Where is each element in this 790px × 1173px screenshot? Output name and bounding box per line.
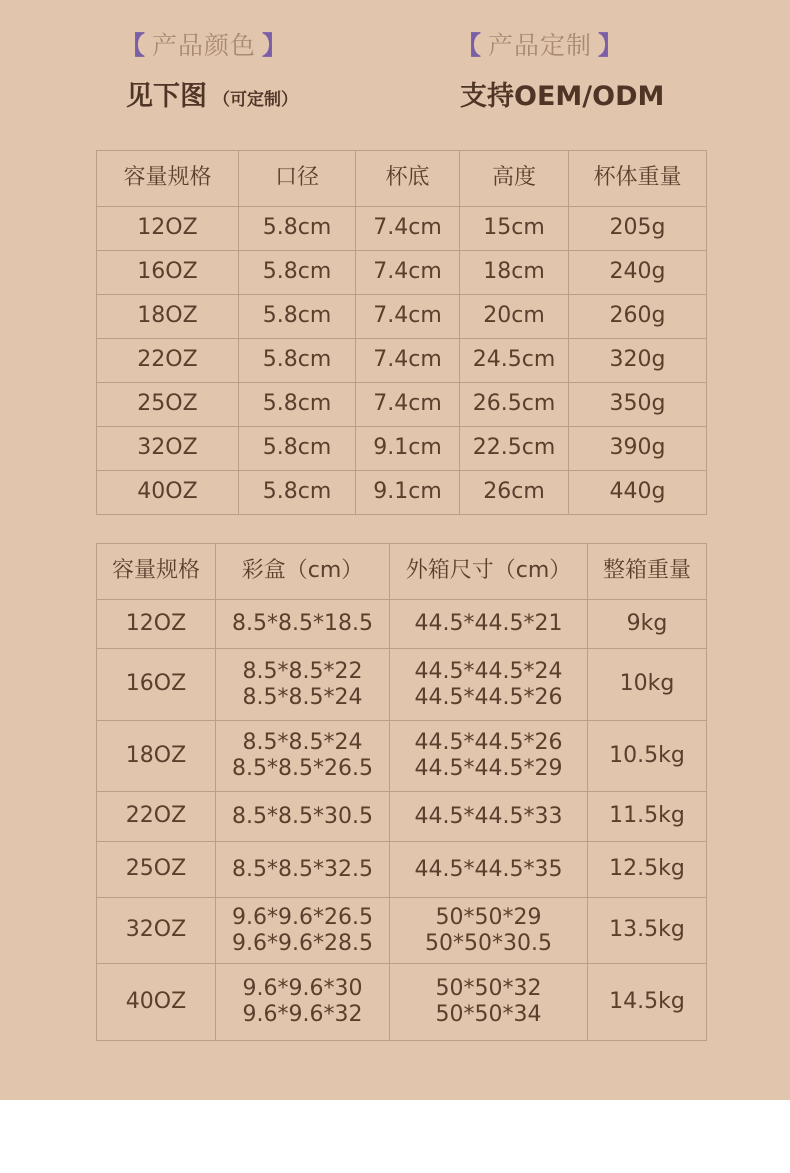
table-cell: 7.4cm: [356, 295, 460, 339]
product-custom-block: [456, 26, 664, 113]
table-row: [97, 600, 707, 649]
box-size-cell: [216, 721, 390, 792]
carton-size-line: 44.5*44.5*33: [414, 803, 563, 829]
table-cell: 5.8cm: [239, 427, 356, 471]
column-header: 外箱尺寸（cm）: [390, 544, 588, 600]
column-header: 口径: [239, 151, 356, 207]
table-cell: 5.8cm: [239, 339, 356, 383]
box-size-line: 9.6*9.6*28.5: [232, 930, 373, 956]
table-cell: 32OZ: [97, 427, 239, 471]
table-cell: 18cm: [460, 251, 569, 295]
product-color-heading: [120, 26, 298, 62]
product-color-label: 产品颜色: [152, 31, 257, 60]
bracket-open: 【: [456, 31, 483, 60]
table-row: [97, 842, 707, 898]
carton-size-cell: [390, 964, 588, 1041]
product-color-text: 见下图: [126, 81, 207, 112]
table-cell: 5.8cm: [239, 295, 356, 339]
table-row: [97, 251, 707, 295]
table-cell: 18OZ: [97, 295, 239, 339]
size-cell: 18OZ: [97, 721, 216, 792]
table-cell: 9.1cm: [356, 471, 460, 515]
bracket-close: 】: [262, 31, 289, 60]
table-cell: 320g: [569, 339, 707, 383]
table-cell: 22.5cm: [460, 427, 569, 471]
column-header: 容量规格: [97, 151, 239, 207]
box-size-line: 8.5*8.5*32.5: [232, 856, 373, 882]
weight-cell: 9kg: [588, 600, 707, 649]
carton-size-cell: [390, 649, 588, 721]
box-size-line: 9.6*9.6*32: [242, 1002, 363, 1027]
table-cell: 350g: [569, 383, 707, 427]
table-cell: 20cm: [460, 295, 569, 339]
table-row: [97, 339, 707, 383]
weight-cell: 13.5kg: [588, 898, 707, 964]
table-row: [97, 383, 707, 427]
table-cell: 260g: [569, 295, 707, 339]
product-custom-label: 产品定制: [488, 31, 593, 60]
box-size-line: 8.5*8.5*18.5: [232, 611, 373, 636]
weight-cell: 14.5kg: [588, 964, 707, 1041]
table-cell: 40OZ: [97, 471, 239, 515]
carton-size-cell: [390, 898, 588, 964]
table-cell: 205g: [569, 207, 707, 251]
product-custom-value: 支持OEM/ODM: [460, 81, 665, 112]
box-size-line: 9.6*9.6*30: [242, 976, 363, 1001]
table-row: [97, 427, 707, 471]
box-size-line: 8.5*8.5*22: [242, 658, 363, 684]
table-row: [97, 721, 707, 792]
size-cell: 25OZ: [97, 842, 216, 898]
table-cell: 5.8cm: [239, 207, 356, 251]
table-cell: 5.8cm: [239, 251, 356, 295]
table-cell: 9.1cm: [356, 427, 460, 471]
box-size-cell: [216, 600, 390, 649]
bracket-close: 】: [598, 31, 625, 60]
weight-cell: 10.5kg: [588, 721, 707, 792]
carton-size-line: 50*50*30.5: [425, 930, 552, 956]
carton-size-line: 44.5*44.5*29: [414, 756, 563, 781]
table-cell: 12OZ: [97, 207, 239, 251]
packing-table: [96, 543, 707, 1041]
box-size-cell: [216, 842, 390, 898]
carton-size-cell: [390, 600, 588, 649]
spec-table-header: [97, 151, 707, 207]
table-cell: 22OZ: [97, 339, 239, 383]
bracket-open: 【: [120, 31, 147, 60]
table-row: [97, 649, 707, 721]
table-row: [97, 898, 707, 964]
carton-size-cell: [390, 721, 588, 792]
table-row: [97, 295, 707, 339]
column-header: 容量规格: [97, 544, 216, 600]
table-row: [97, 964, 707, 1041]
column-header: 彩盒（cm）: [216, 544, 390, 600]
box-size-cell: [216, 964, 390, 1041]
table-cell: 26cm: [460, 471, 569, 515]
box-size-line: 8.5*8.5*30.5: [232, 803, 373, 829]
box-size-line: 9.6*9.6*26.5: [232, 904, 373, 930]
size-cell: 32OZ: [97, 898, 216, 964]
table-cell: 440g: [569, 471, 707, 515]
box-size-cell: [216, 898, 390, 964]
weight-cell: 12.5kg: [588, 842, 707, 898]
carton-size-line: 44.5*44.5*26: [414, 684, 563, 710]
size-cell: 22OZ: [97, 792, 216, 842]
box-size-line: 8.5*8.5*24: [242, 730, 363, 755]
carton-size-line: 50*50*32: [435, 976, 542, 1001]
carton-size-cell: [390, 792, 588, 842]
column-header: 整箱重量: [588, 544, 707, 600]
table-cell: 240g: [569, 251, 707, 295]
carton-size-line: 50*50*34: [435, 1002, 542, 1027]
table-row: [97, 792, 707, 842]
table-cell: 15cm: [460, 207, 569, 251]
table-cell: 7.4cm: [356, 207, 460, 251]
carton-size-cell: [390, 842, 588, 898]
spec-table: [96, 150, 707, 515]
column-header: 高度: [460, 151, 569, 207]
weight-cell: 11.5kg: [588, 792, 707, 842]
customizable-note: （可定制）: [213, 90, 298, 110]
product-color-value: [126, 74, 298, 113]
product-color-block: [120, 26, 298, 113]
box-size-cell: [216, 649, 390, 721]
carton-size-line: 44.5*44.5*35: [414, 856, 563, 882]
carton-size-line: 44.5*44.5*24: [414, 658, 563, 684]
table-cell: 7.4cm: [356, 383, 460, 427]
box-size-line: 8.5*8.5*24: [242, 684, 363, 710]
box-size-line: 8.5*8.5*26.5: [232, 756, 373, 781]
carton-size-line: 44.5*44.5*21: [414, 611, 563, 636]
table-row: [97, 471, 707, 515]
box-size-cell: [216, 792, 390, 842]
table-cell: 7.4cm: [356, 339, 460, 383]
table-row: [97, 207, 707, 251]
size-cell: 12OZ: [97, 600, 216, 649]
table-cell: 24.5cm: [460, 339, 569, 383]
size-cell: 40OZ: [97, 964, 216, 1041]
size-cell: 16OZ: [97, 649, 216, 721]
carton-size-line: 50*50*29: [435, 904, 542, 930]
table-cell: 16OZ: [97, 251, 239, 295]
packing-table-header: [97, 544, 707, 600]
table-cell: 390g: [569, 427, 707, 471]
carton-size-line: 44.5*44.5*26: [414, 730, 563, 755]
column-header: 杯体重量: [569, 151, 707, 207]
weight-cell: 10kg: [588, 649, 707, 721]
table-cell: 5.8cm: [239, 383, 356, 427]
table-cell: 25OZ: [97, 383, 239, 427]
table-cell: 26.5cm: [460, 383, 569, 427]
column-header: 杯底: [356, 151, 460, 207]
table-cell: 5.8cm: [239, 471, 356, 515]
product-custom-heading: [456, 26, 664, 62]
table-cell: 7.4cm: [356, 251, 460, 295]
